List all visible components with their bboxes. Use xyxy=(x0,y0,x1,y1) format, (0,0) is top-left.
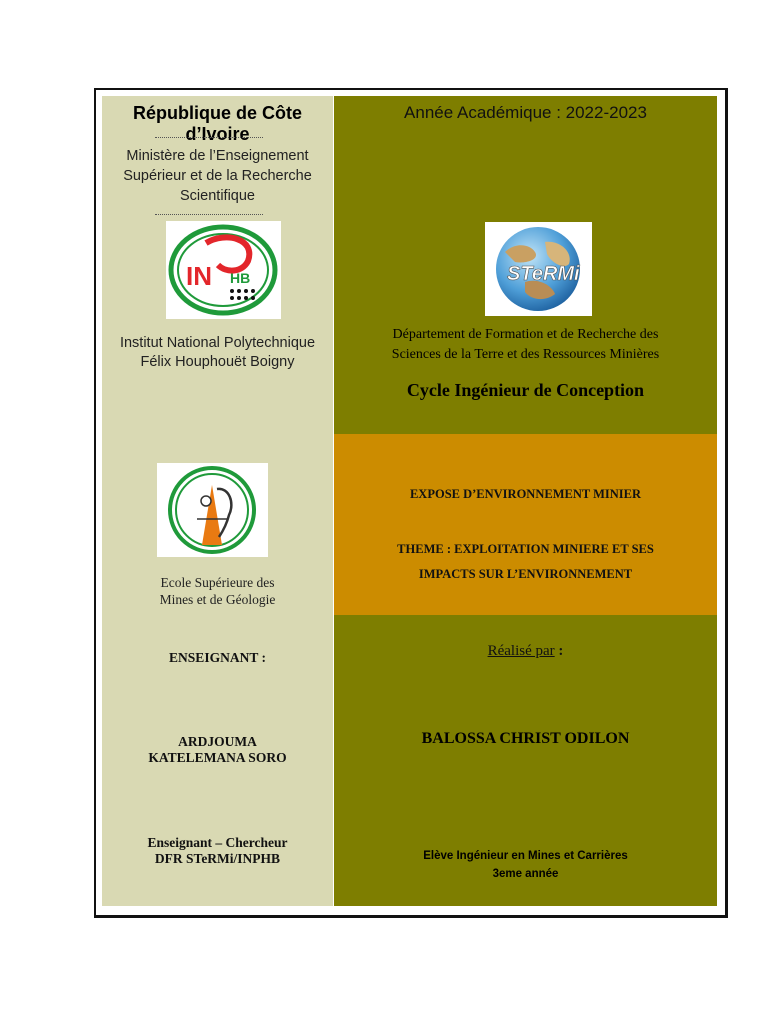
institute-name xyxy=(102,334,333,372)
realise-par xyxy=(334,643,717,660)
realise-par-label: Réalisé par xyxy=(487,643,555,659)
separator-bottom xyxy=(155,214,263,215)
academic-year: Année Académique : 2022-2023 xyxy=(404,103,647,122)
student-role xyxy=(334,847,717,883)
ministry-line: Ministère de l’Enseignement xyxy=(126,148,309,164)
ministry-line: Supérieur et de la Recherche xyxy=(123,168,312,184)
student-role-line: 3eme année xyxy=(492,868,559,880)
teacher-name-line: KATELEMANA SORO xyxy=(148,750,287,765)
teacher-role-line: DFR STeRMi/INPHB xyxy=(154,851,281,866)
teacher-name xyxy=(102,734,333,766)
svg-text:STeRMi: STeRMi xyxy=(507,263,580,285)
school-line: Mines et de Géologie xyxy=(159,592,276,607)
school-line: Ecole Supérieure des xyxy=(160,575,275,590)
theme-line: IMPACTS SUR L’ENVIRONNEMENT xyxy=(418,567,633,581)
department-line: Département de Formation et de Recherche des xyxy=(392,327,659,342)
esmg-logo xyxy=(157,463,268,557)
expose-title: EXPOSE D’ENVIRONNEMENT MINIER xyxy=(409,487,642,501)
teacher-name-line: ARDJOUMA xyxy=(178,734,257,749)
teacher-role-line: Enseignant – Chercheur xyxy=(147,835,288,850)
realise-par-colon: : xyxy=(554,643,564,659)
republic-title: République de Côte d’Ivoire xyxy=(132,103,302,144)
student-role-line: Elève Ingénieur en Mines et Carrières xyxy=(423,850,628,862)
ministry-line: Scientifique xyxy=(180,188,255,204)
institute-line: Félix Houphouët Boigny xyxy=(140,354,295,370)
teacher-role xyxy=(102,835,333,867)
right-theme-panel xyxy=(334,434,717,615)
theme-line: THEME : EXPLOITATION MINIERE ET SES xyxy=(397,542,654,556)
ministry-text xyxy=(102,146,333,206)
department-line: Sciences de la Terre et des Ressources Minières xyxy=(391,347,660,362)
student-name: BALOSSA CHRIST ODILON xyxy=(421,730,630,747)
institute-line: Institut National Polytechnique xyxy=(119,335,316,351)
department-name xyxy=(334,325,717,365)
stermi-logo xyxy=(485,222,592,316)
theme-text xyxy=(334,537,717,587)
school-name xyxy=(102,574,333,608)
cycle-title: Cycle Ingénieur de Conception xyxy=(406,380,645,400)
separator-top xyxy=(155,137,263,138)
svg-text:HB: HB xyxy=(230,270,251,286)
inphb-logo xyxy=(166,221,281,319)
teacher-heading: ENSEIGNANT : xyxy=(169,650,266,665)
svg-text:IN: IN xyxy=(186,261,212,291)
